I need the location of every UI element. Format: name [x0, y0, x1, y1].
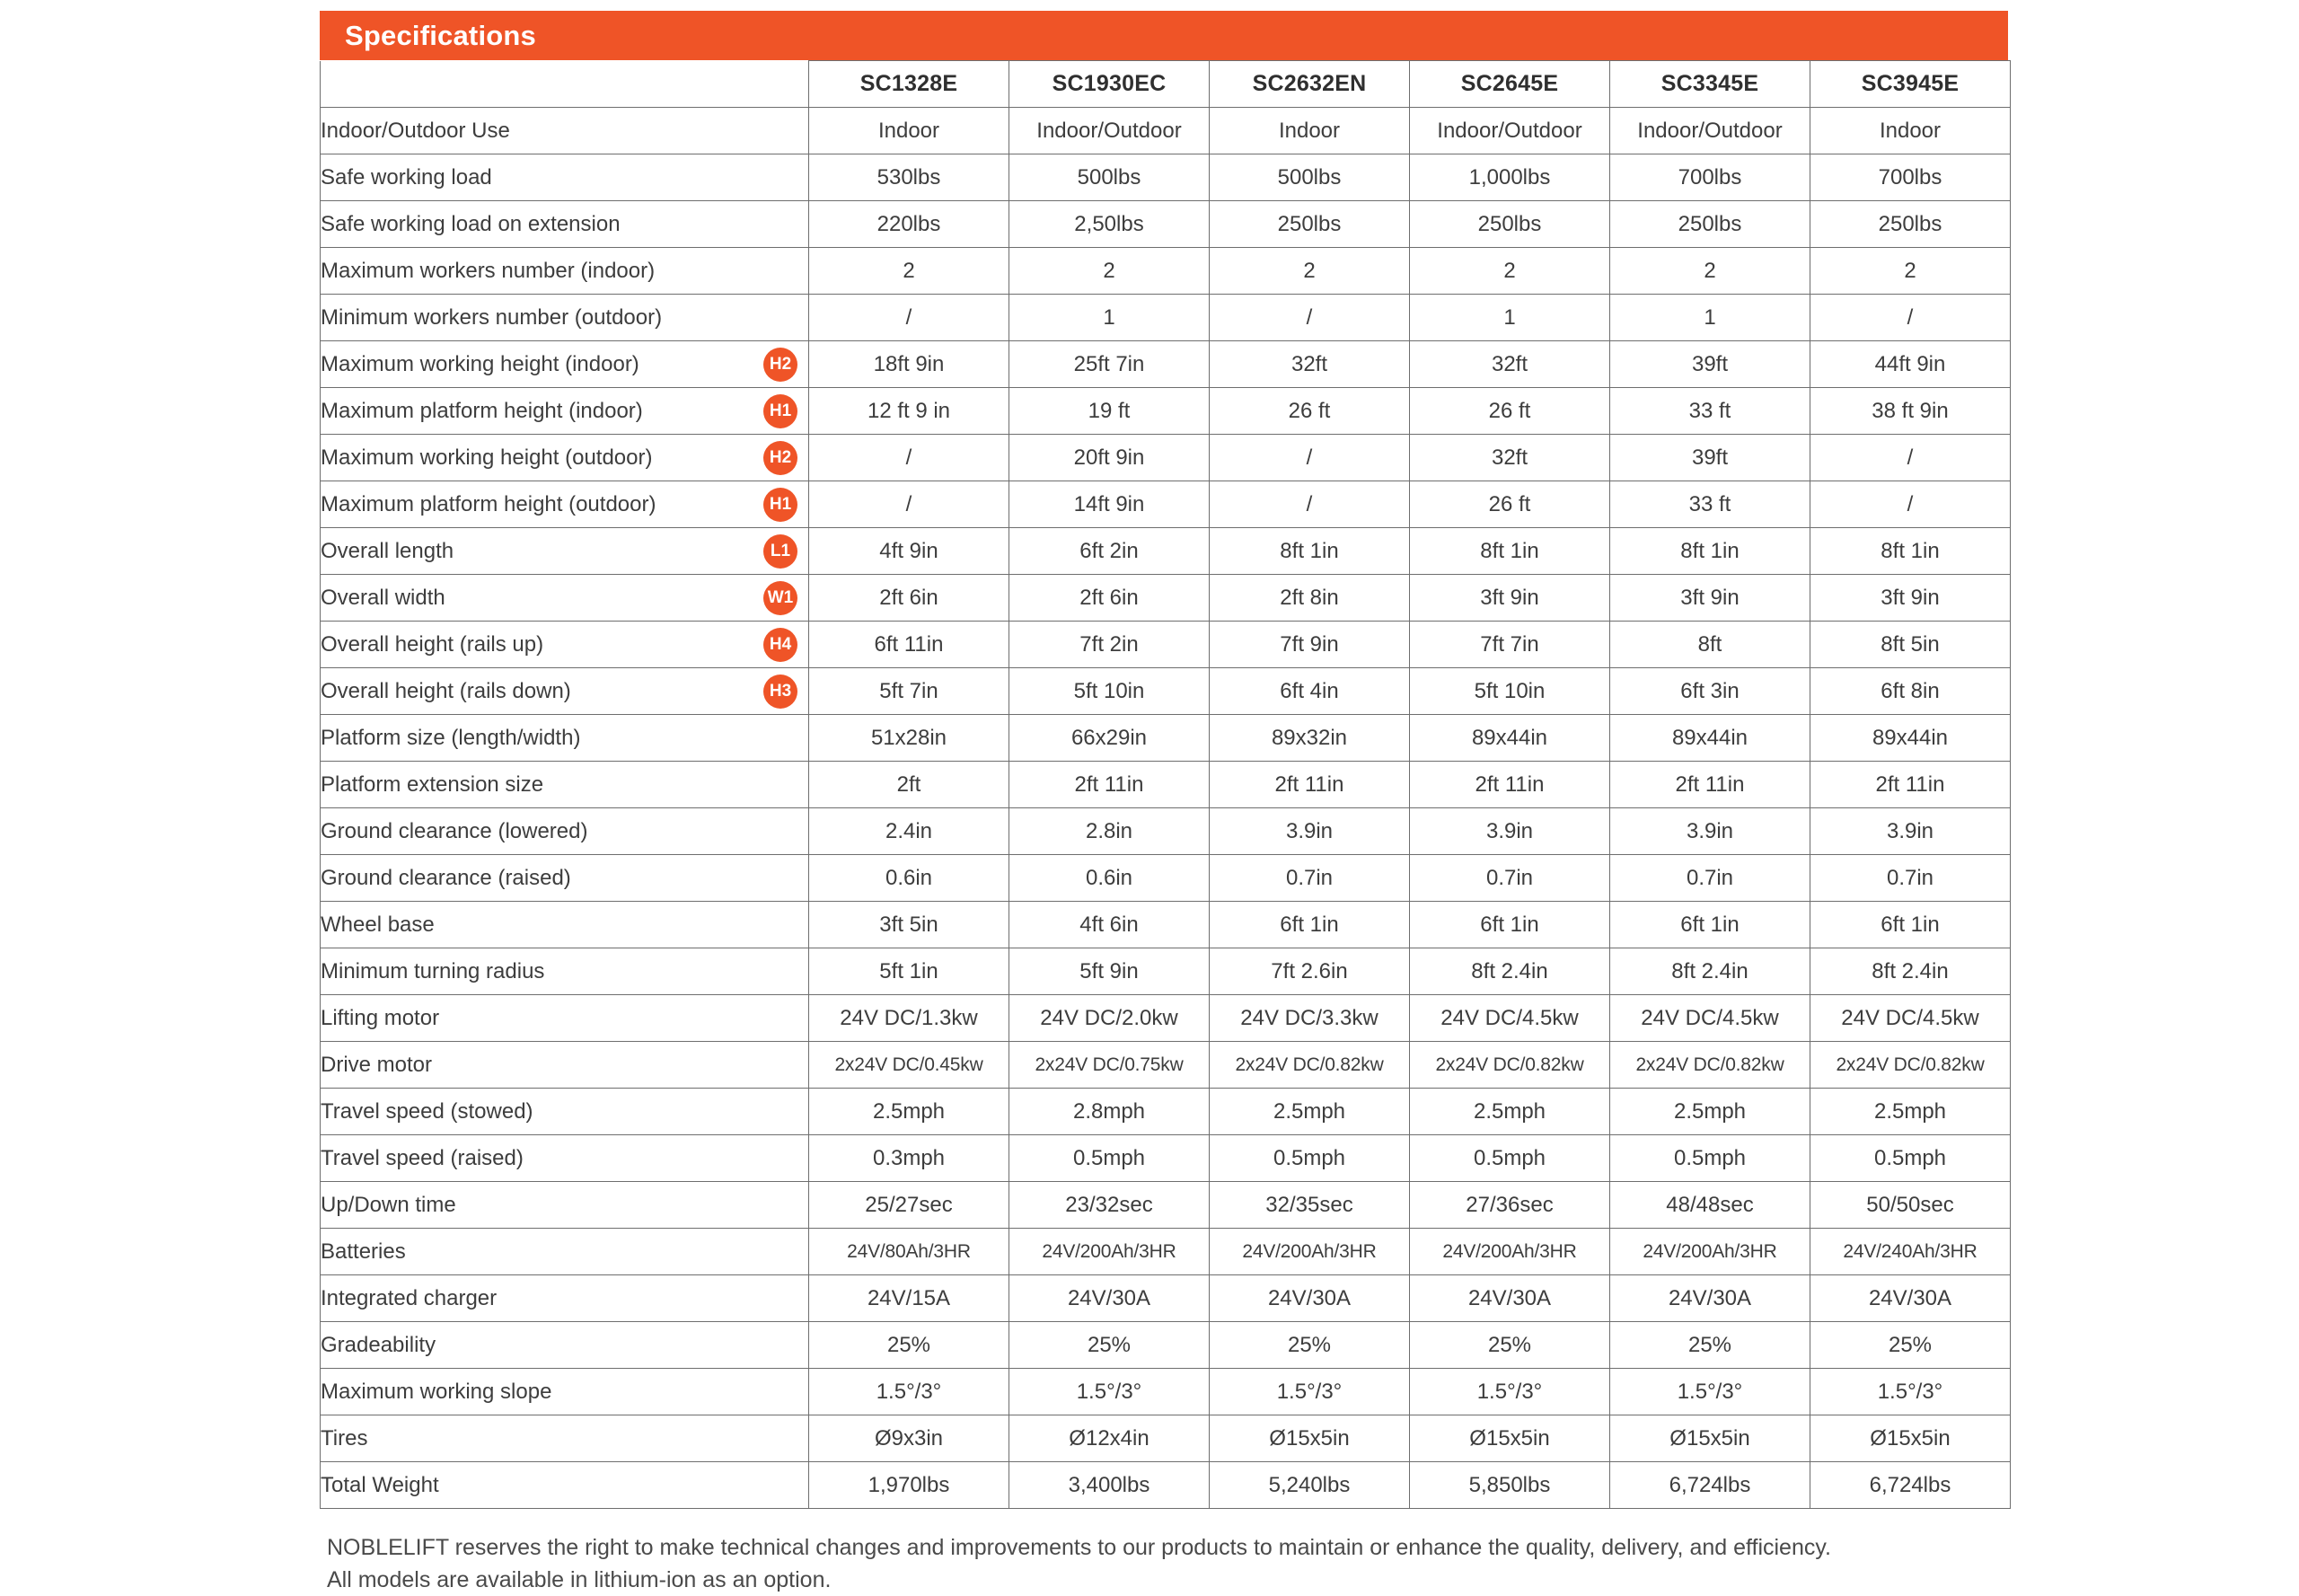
row-label-cell	[321, 715, 809, 762]
cell-sc1930ec: 1.5°/3°	[1009, 1369, 1210, 1415]
cell-sc2645e: 8ft 1in	[1410, 528, 1610, 575]
cell-sc1930ec: 3,400lbs	[1009, 1462, 1210, 1509]
cell-sc1930ec: 7ft 2in	[1009, 622, 1210, 668]
cell-sc1328e: 0.3mph	[809, 1135, 1009, 1182]
cell-sc3945e: 700lbs	[1810, 154, 2011, 201]
cell-sc3945e: 24V/240Ah/3HR	[1810, 1229, 2011, 1275]
table-row	[321, 1415, 2011, 1462]
cell-sc3945e: 25%	[1810, 1322, 2011, 1369]
cell-sc3345e: 33 ft	[1610, 388, 1810, 435]
cell-sc3945e: Ø15x5in	[1810, 1415, 2011, 1462]
cell-sc1930ec: 2	[1009, 248, 1210, 295]
cell-sc3945e: 0.5mph	[1810, 1135, 2011, 1182]
cell-sc1930ec: 6ft 2in	[1009, 528, 1210, 575]
cell-sc2645e: 24V/200Ah/3HR	[1410, 1229, 1610, 1275]
cell-sc1930ec: 500lbs	[1009, 154, 1210, 201]
cell-sc3945e: Indoor	[1810, 108, 2011, 154]
row-label-cell	[321, 1135, 809, 1182]
cell-sc2632en: 3.9in	[1210, 808, 1410, 855]
row-label: Overall height (rails down)	[321, 679, 571, 703]
row-label-cell	[321, 1182, 809, 1229]
row-label: Maximum workers number (indoor)	[321, 259, 655, 283]
cell-sc2645e: 1	[1410, 295, 1610, 341]
row-label-cell	[321, 1322, 809, 1369]
cell-sc3345e: 25%	[1610, 1322, 1810, 1369]
cell-sc2632en: 2	[1210, 248, 1410, 295]
row-label-cell	[321, 995, 809, 1042]
table-row	[321, 622, 2011, 668]
cell-sc1930ec: 5ft 9in	[1009, 948, 1210, 995]
dimension-badge-h1: H1	[763, 394, 797, 428]
cell-sc3345e: 2ft 11in	[1610, 762, 1810, 808]
table-header-row	[321, 61, 2011, 108]
cell-sc2632en: 32/35sec	[1210, 1182, 1410, 1229]
table-row	[321, 1322, 2011, 1369]
cell-sc1930ec: 24V/30A	[1009, 1275, 1210, 1322]
cell-sc2632en: 1.5°/3°	[1210, 1369, 1410, 1415]
row-label-cell	[321, 1369, 809, 1415]
dimension-badge-h4: H4	[763, 628, 797, 662]
cell-sc1328e: 24V/80Ah/3HR	[809, 1229, 1009, 1275]
row-label-cell	[321, 154, 809, 201]
cell-sc1328e: 12 ft 9 in	[809, 388, 1009, 435]
cell-sc3345e: 89x44in	[1610, 715, 1810, 762]
cell-sc2645e: 7ft 7in	[1410, 622, 1610, 668]
footnote	[320, 1532, 2008, 1596]
cell-sc1328e: 2.5mph	[809, 1089, 1009, 1135]
column-header-label	[321, 61, 809, 108]
cell-sc1930ec: 0.6in	[1009, 855, 1210, 902]
cell-sc1328e: /	[809, 295, 1009, 341]
cell-sc1328e: 2ft 6in	[809, 575, 1009, 622]
row-label: Ground clearance (raised)	[321, 866, 571, 890]
cell-sc3945e: 2	[1810, 248, 2011, 295]
cell-sc2645e: Indoor/Outdoor	[1410, 108, 1610, 154]
row-label: Integrated charger	[321, 1286, 497, 1310]
cell-sc3345e: 48/48sec	[1610, 1182, 1810, 1229]
row-label: Total Weight	[321, 1473, 439, 1497]
cell-sc1328e: 18ft 9in	[809, 341, 1009, 388]
cell-sc1328e: 25%	[809, 1322, 1009, 1369]
cell-sc2645e: 5,850lbs	[1410, 1462, 1610, 1509]
cell-sc1930ec: 66x29in	[1009, 715, 1210, 762]
cell-sc2645e: 2.5mph	[1410, 1089, 1610, 1135]
table-row	[321, 248, 2011, 295]
cell-sc1328e: Ø9x3in	[809, 1415, 1009, 1462]
cell-sc3945e: 89x44in	[1810, 715, 2011, 762]
cell-sc2632en: 6ft 4in	[1210, 668, 1410, 715]
cell-sc3945e: 38 ft 9in	[1810, 388, 2011, 435]
cell-sc2632en: 7ft 2.6in	[1210, 948, 1410, 995]
table-body	[321, 108, 2011, 1509]
cell-sc3945e: 2ft 11in	[1810, 762, 2011, 808]
cell-sc3345e: 2	[1610, 248, 1810, 295]
row-label-cell	[321, 388, 809, 435]
cell-sc2645e: 1,000lbs	[1410, 154, 1610, 201]
row-label: Overall length	[321, 539, 454, 563]
row-label: Platform extension size	[321, 772, 543, 797]
cell-sc2645e: 2ft 11in	[1410, 762, 1610, 808]
cell-sc1328e: 2	[809, 248, 1009, 295]
table-row	[321, 808, 2011, 855]
cell-sc2632en: 5,240lbs	[1210, 1462, 1410, 1509]
cell-sc2632en: 2ft 11in	[1210, 762, 1410, 808]
footnote-line-2: All models are available in lithium-ion as an option.	[327, 1565, 2008, 1596]
table-row	[321, 481, 2011, 528]
cell-sc1930ec: 2.8in	[1009, 808, 1210, 855]
cell-sc2645e: 24V/30A	[1410, 1275, 1610, 1322]
row-label-cell	[321, 808, 809, 855]
cell-sc3345e: Indoor/Outdoor	[1610, 108, 1810, 154]
column-header-sc3345e: SC3345E	[1610, 61, 1810, 108]
cell-sc2645e: 24V DC/4.5kw	[1410, 995, 1610, 1042]
row-label: Overall height (rails up)	[321, 632, 543, 657]
cell-sc1328e: 24V/15A	[809, 1275, 1009, 1322]
table-row	[321, 435, 2011, 481]
table-head	[321, 61, 2011, 108]
cell-sc2645e: 26 ft	[1410, 481, 1610, 528]
row-label-cell	[321, 1275, 809, 1322]
table-row	[321, 1462, 2011, 1509]
column-header-sc2632en: SC2632EN	[1210, 61, 1410, 108]
row-label-cell	[321, 341, 809, 388]
cell-sc2632en: 89x32in	[1210, 715, 1410, 762]
cell-sc1930ec: 0.5mph	[1009, 1135, 1210, 1182]
dimension-badge-h2: H2	[763, 348, 797, 382]
cell-sc3945e: 3.9in	[1810, 808, 2011, 855]
cell-sc2645e: 2	[1410, 248, 1610, 295]
cell-sc3345e: 1	[1610, 295, 1810, 341]
cell-sc2632en: 24V/30A	[1210, 1275, 1410, 1322]
cell-sc2645e: 26 ft	[1410, 388, 1610, 435]
cell-sc2645e: 89x44in	[1410, 715, 1610, 762]
cell-sc2632en: 0.7in	[1210, 855, 1410, 902]
cell-sc3345e: 24V/200Ah/3HR	[1610, 1229, 1810, 1275]
table-row	[321, 1229, 2011, 1275]
cell-sc1328e: 51x28in	[809, 715, 1009, 762]
row-label: Overall width	[321, 586, 445, 610]
cell-sc3945e: 8ft 5in	[1810, 622, 2011, 668]
cell-sc3945e: /	[1810, 435, 2011, 481]
cell-sc2632en: 250lbs	[1210, 201, 1410, 248]
cell-sc2632en: Ø15x5in	[1210, 1415, 1410, 1462]
cell-sc3345e: 6ft 1in	[1610, 902, 1810, 948]
table-row	[321, 902, 2011, 948]
cell-sc3945e: 8ft 2.4in	[1810, 948, 2011, 995]
cell-sc3345e: 250lbs	[1610, 201, 1810, 248]
cell-sc2632en: 24V/200Ah/3HR	[1210, 1229, 1410, 1275]
row-label: Gradeability	[321, 1333, 436, 1357]
cell-sc1930ec: 23/32sec	[1009, 1182, 1210, 1229]
row-label: Travel speed (raised)	[321, 1146, 524, 1170]
row-label: Maximum working slope	[321, 1380, 551, 1404]
row-label: Drive motor	[321, 1053, 432, 1077]
cell-sc1328e: 0.6in	[809, 855, 1009, 902]
row-label-cell	[321, 575, 809, 622]
cell-sc2632en: 500lbs	[1210, 154, 1410, 201]
row-label-cell	[321, 295, 809, 341]
row-label-cell	[321, 1089, 809, 1135]
cell-sc2632en: 2x24V DC/0.82kw	[1210, 1042, 1410, 1089]
row-label-cell	[321, 1042, 809, 1089]
table-row	[321, 762, 2011, 808]
cell-sc3945e: 250lbs	[1810, 201, 2011, 248]
table-row	[321, 388, 2011, 435]
dimension-badge-l1: L1	[763, 534, 797, 569]
cell-sc2645e: 27/36sec	[1410, 1182, 1610, 1229]
row-label: Batteries	[321, 1239, 406, 1264]
row-label-cell	[321, 668, 809, 715]
cell-sc3945e: /	[1810, 481, 2011, 528]
row-label-cell	[321, 902, 809, 948]
dimension-badge-h2: H2	[763, 441, 797, 475]
specifications-sheet	[320, 11, 2008, 1596]
row-label: Minimum turning radius	[321, 959, 544, 983]
table-row	[321, 1135, 2011, 1182]
cell-sc3345e: 24V DC/4.5kw	[1610, 995, 1810, 1042]
cell-sc1328e: 220lbs	[809, 201, 1009, 248]
cell-sc2632en: /	[1210, 295, 1410, 341]
cell-sc3345e: Ø15x5in	[1610, 1415, 1810, 1462]
cell-sc3345e: 39ft	[1610, 341, 1810, 388]
cell-sc3345e: 2x24V DC/0.82kw	[1610, 1042, 1810, 1089]
footnote-line-1: NOBLELIFT reserves the right to make technical changes and improvements to our products to maintain or enhance the quality, delivery, and efficiency.	[327, 1532, 2008, 1565]
table-row	[321, 201, 2011, 248]
cell-sc3945e: 24V/30A	[1810, 1275, 2011, 1322]
cell-sc1930ec: 19 ft	[1009, 388, 1210, 435]
cell-sc2645e: 1.5°/3°	[1410, 1369, 1610, 1415]
row-label-cell	[321, 435, 809, 481]
row-label-cell	[321, 1229, 809, 1275]
cell-sc1930ec: Indoor/Outdoor	[1009, 108, 1210, 154]
cell-sc2632en: /	[1210, 435, 1410, 481]
cell-sc2645e: 8ft 2.4in	[1410, 948, 1610, 995]
cell-sc2632en: 7ft 9in	[1210, 622, 1410, 668]
specifications-table	[320, 60, 2011, 1509]
table-row	[321, 528, 2011, 575]
cell-sc1930ec: 25%	[1009, 1322, 1210, 1369]
cell-sc1328e: 2.4in	[809, 808, 1009, 855]
cell-sc1930ec: 2ft 11in	[1009, 762, 1210, 808]
row-label: Maximum working height (outdoor)	[321, 445, 652, 470]
cell-sc3345e: 24V/30A	[1610, 1275, 1810, 1322]
cell-sc1328e: 2x24V DC/0.45kw	[809, 1042, 1009, 1089]
row-label: Travel speed (stowed)	[321, 1099, 533, 1124]
table-row	[321, 575, 2011, 622]
cell-sc3945e: 6ft 1in	[1810, 902, 2011, 948]
cell-sc3945e: 3ft 9in	[1810, 575, 2011, 622]
cell-sc2645e: 25%	[1410, 1322, 1610, 1369]
cell-sc1328e: 24V DC/1.3kw	[809, 995, 1009, 1042]
cell-sc1930ec: 14ft 9in	[1009, 481, 1210, 528]
cell-sc3945e: 0.7in	[1810, 855, 2011, 902]
table-row	[321, 1042, 2011, 1089]
cell-sc2645e: 3ft 9in	[1410, 575, 1610, 622]
cell-sc3345e: 39ft	[1610, 435, 1810, 481]
cell-sc2645e: 6ft 1in	[1410, 902, 1610, 948]
cell-sc3345e: 8ft	[1610, 622, 1810, 668]
cell-sc3345e: 3.9in	[1610, 808, 1810, 855]
cell-sc2632en: 24V DC/3.3kw	[1210, 995, 1410, 1042]
cell-sc1328e: 4ft 9in	[809, 528, 1009, 575]
cell-sc3345e: 2.5mph	[1610, 1089, 1810, 1135]
cell-sc1930ec: 5ft 10in	[1009, 668, 1210, 715]
cell-sc2632en: 2ft 8in	[1210, 575, 1410, 622]
cell-sc1328e: 1.5°/3°	[809, 1369, 1009, 1415]
cell-sc1328e: 1,970lbs	[809, 1462, 1009, 1509]
cell-sc1328e: /	[809, 435, 1009, 481]
column-header-sc1328e: SC1328E	[809, 61, 1009, 108]
cell-sc1328e: 530lbs	[809, 154, 1009, 201]
cell-sc1930ec: 2x24V DC/0.75kw	[1009, 1042, 1210, 1089]
row-label-cell	[321, 762, 809, 808]
cell-sc2645e: 0.5mph	[1410, 1135, 1610, 1182]
cell-sc1328e: 25/27sec	[809, 1182, 1009, 1229]
cell-sc1930ec: 4ft 6in	[1009, 902, 1210, 948]
cell-sc2645e: 32ft	[1410, 435, 1610, 481]
cell-sc1328e: /	[809, 481, 1009, 528]
cell-sc2632en: 8ft 1in	[1210, 528, 1410, 575]
cell-sc3945e: 1.5°/3°	[1810, 1369, 2011, 1415]
cell-sc2645e: 3.9in	[1410, 808, 1610, 855]
dimension-badge-h1: H1	[763, 488, 797, 522]
table-row	[321, 668, 2011, 715]
cell-sc3945e: 8ft 1in	[1810, 528, 2011, 575]
row-label-cell	[321, 855, 809, 902]
cell-sc1328e: 5ft 1in	[809, 948, 1009, 995]
row-label: Maximum working height (indoor)	[321, 352, 639, 376]
table-row	[321, 1369, 2011, 1415]
row-label-cell	[321, 481, 809, 528]
table-row	[321, 154, 2011, 201]
row-label: Lifting motor	[321, 1006, 439, 1030]
cell-sc1930ec: 2ft 6in	[1009, 575, 1210, 622]
cell-sc3945e: 2.5mph	[1810, 1089, 2011, 1135]
cell-sc3945e: 50/50sec	[1810, 1182, 2011, 1229]
row-label: Indoor/Outdoor Use	[321, 119, 510, 143]
cell-sc3945e: /	[1810, 295, 2011, 341]
cell-sc3945e: 44ft 9in	[1810, 341, 2011, 388]
cell-sc3345e: 3ft 9in	[1610, 575, 1810, 622]
row-label: Platform size (length/width)	[321, 726, 580, 750]
table-row	[321, 1275, 2011, 1322]
cell-sc2632en: 6ft 1in	[1210, 902, 1410, 948]
row-label-cell	[321, 948, 809, 995]
row-label: Up/Down time	[321, 1193, 456, 1217]
table-row	[321, 1089, 2011, 1135]
cell-sc3945e: 6,724lbs	[1810, 1462, 2011, 1509]
cell-sc3345e: 1.5°/3°	[1610, 1369, 1810, 1415]
cell-sc3345e: 33 ft	[1610, 481, 1810, 528]
row-label: Tires	[321, 1426, 367, 1451]
row-label: Safe working load on extension	[321, 212, 621, 236]
table-row	[321, 715, 2011, 762]
row-label-cell	[321, 1415, 809, 1462]
cell-sc3945e: 2x24V DC/0.82kw	[1810, 1042, 2011, 1089]
specifications-title-bar	[320, 11, 2008, 60]
row-label: Maximum platform height (outdoor)	[321, 492, 656, 516]
page-title: Specifications	[345, 20, 536, 52]
cell-sc2645e: Ø15x5in	[1410, 1415, 1610, 1462]
cell-sc2632en: /	[1210, 481, 1410, 528]
cell-sc2632en: 32ft	[1210, 341, 1410, 388]
table-row	[321, 108, 2011, 154]
dimension-badge-w1: W1	[763, 581, 797, 615]
cell-sc2632en: 2.5mph	[1210, 1089, 1410, 1135]
cell-sc1930ec: 24V/200Ah/3HR	[1009, 1229, 1210, 1275]
cell-sc3345e: 6,724lbs	[1610, 1462, 1810, 1509]
row-label-cell	[321, 1462, 809, 1509]
cell-sc1930ec: 2.8mph	[1009, 1089, 1210, 1135]
cell-sc1930ec: 1	[1009, 295, 1210, 341]
cell-sc3945e: 24V DC/4.5kw	[1810, 995, 2011, 1042]
row-label: Minimum workers number (outdoor)	[321, 305, 662, 330]
row-label-cell	[321, 248, 809, 295]
cell-sc3945e: 6ft 8in	[1810, 668, 2011, 715]
row-label-cell	[321, 528, 809, 575]
table-row	[321, 995, 2011, 1042]
cell-sc3345e: 0.5mph	[1610, 1135, 1810, 1182]
row-label-cell	[321, 201, 809, 248]
table-row	[321, 948, 2011, 995]
cell-sc1930ec: Ø12x4in	[1009, 1415, 1210, 1462]
row-label: Maximum platform height (indoor)	[321, 399, 643, 423]
cell-sc2632en: 0.5mph	[1210, 1135, 1410, 1182]
cell-sc1930ec: 25ft 7in	[1009, 341, 1210, 388]
column-header-sc1930ec: SC1930EC	[1009, 61, 1210, 108]
table-row	[321, 855, 2011, 902]
cell-sc1930ec: 24V DC/2.0kw	[1009, 995, 1210, 1042]
cell-sc2645e: 2x24V DC/0.82kw	[1410, 1042, 1610, 1089]
row-label-cell	[321, 622, 809, 668]
table-row	[321, 1182, 2011, 1229]
cell-sc2632en: Indoor	[1210, 108, 1410, 154]
table-row	[321, 295, 2011, 341]
dimension-badge-h3: H3	[763, 675, 797, 709]
cell-sc2645e: 0.7in	[1410, 855, 1610, 902]
row-label: Safe working load	[321, 165, 492, 190]
cell-sc3345e: 8ft 1in	[1610, 528, 1810, 575]
cell-sc1930ec: 20ft 9in	[1009, 435, 1210, 481]
row-label-cell	[321, 108, 809, 154]
column-header-sc2645e: SC2645E	[1410, 61, 1610, 108]
cell-sc3345e: 6ft 3in	[1610, 668, 1810, 715]
cell-sc1328e: 5ft 7in	[809, 668, 1009, 715]
cell-sc2645e: 250lbs	[1410, 201, 1610, 248]
cell-sc1930ec: 2,50lbs	[1009, 201, 1210, 248]
cell-sc2645e: 32ft	[1410, 341, 1610, 388]
cell-sc2645e: 5ft 10in	[1410, 668, 1610, 715]
cell-sc3345e: 8ft 2.4in	[1610, 948, 1810, 995]
column-header-sc3945e: SC3945E	[1810, 61, 2011, 108]
table-row	[321, 341, 2011, 388]
cell-sc2632en: 26 ft	[1210, 388, 1410, 435]
cell-sc1328e: 2ft	[809, 762, 1009, 808]
cell-sc3345e: 700lbs	[1610, 154, 1810, 201]
cell-sc1328e: Indoor	[809, 108, 1009, 154]
row-label: Ground clearance (lowered)	[321, 819, 587, 843]
cell-sc3345e: 0.7in	[1610, 855, 1810, 902]
cell-sc1328e: 3ft 5in	[809, 902, 1009, 948]
row-label: Wheel base	[321, 913, 435, 937]
cell-sc1328e: 6ft 11in	[809, 622, 1009, 668]
cell-sc2632en: 25%	[1210, 1322, 1410, 1369]
